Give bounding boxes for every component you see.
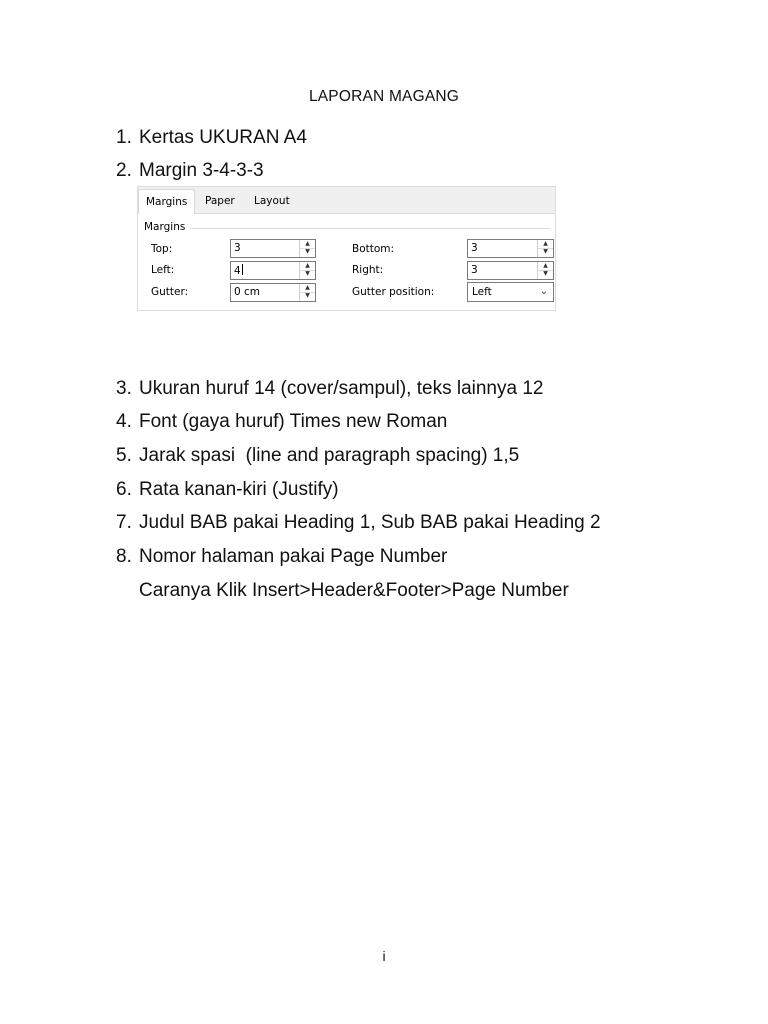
spin-up-icon[interactable]: ▲ [300,262,315,271]
spin-down-icon[interactable]: ▼ [543,270,548,277]
spin-buttons [537,240,553,257]
list-item [116,445,519,467]
spin-buttons [299,240,315,257]
document-title: LAPORAN MAGANG [308,88,460,105]
list-number: 8. [116,546,132,567]
margins-group-label: Margins [144,221,186,233]
gutter-value: 0 cm [234,286,261,298]
spin-up-icon[interactable]: ▲ [538,262,553,271]
list-number: 5. [116,445,132,466]
spin-up-icon[interactable]: ▲ [300,240,315,249]
list-text: Font (gaya huruf) Times new Roman [139,411,448,432]
list-item-subtext: Caranya Klik Insert>Header&Footer>Page Number [139,580,569,601]
spin-buttons [299,262,315,279]
tab-paper[interactable]: Paper [205,195,235,207]
list-number: 6. [116,479,132,500]
list-item [116,411,447,433]
list-number: 3. [116,378,132,399]
right-label: Right: [352,264,384,276]
chevron-down-icon[interactable]: ⌄ [539,286,549,297]
list-text: Nomor halaman pakai Page Number [139,546,448,567]
list-text: Jarak spasi (line and paragraph spacing) 1,5 [139,445,520,466]
spin-up-icon[interactable]: ▲ [538,240,553,249]
list-item [116,378,543,400]
bottom-margin-value: 3 [471,242,478,254]
page-setup-dialog-image [137,186,556,311]
tab-margins[interactable]: Margins [138,189,195,214]
gutter-field[interactable] [230,283,316,302]
right-margin-field[interactable] [467,261,554,280]
left-label: Left: [151,264,175,276]
spin-down-icon[interactable]: ▼ [543,248,548,255]
list-item [116,127,307,149]
spin-buttons [299,284,315,301]
top-margin-value: 3 [234,242,241,254]
list-number: 7. [116,512,132,533]
top-margin-field[interactable] [230,239,316,258]
right-margin-value: 3 [471,264,478,276]
spin-up-icon[interactable]: ▲ [300,284,315,293]
page-number: i [382,948,386,964]
bottom-label: Bottom: [352,243,395,255]
list-text: Judul BAB pakai Heading 1, Sub BAB pakai Heading 2 [139,512,601,533]
list-number: 4. [116,411,132,432]
spin-down-icon[interactable]: ▼ [305,270,310,277]
list-text: Rata kanan-kiri (Justify) [139,479,339,500]
dialog-tab-bar [138,187,556,214]
gutter-label: Gutter: [151,286,189,298]
group-divider [190,228,550,229]
list-item [116,479,339,501]
list-item [116,546,447,568]
list-item [116,160,264,182]
gutter-position-label: Gutter position: [352,286,435,298]
left-margin-value: 4 [234,265,241,277]
list-number: 1. [116,127,132,148]
list-item [116,512,601,534]
list-number: 2. [116,160,132,181]
gutter-position-select[interactable] [467,282,554,302]
gutter-position-value: Left [472,286,492,298]
list-text: Kertas UKURAN A4 [139,127,307,148]
left-margin-field[interactable] [230,261,316,280]
tab-layout[interactable]: Layout [254,195,290,207]
spin-down-icon[interactable]: ▼ [305,248,310,255]
spin-down-icon[interactable]: ▼ [305,292,310,299]
spin-buttons [537,262,553,279]
top-label: Top: [151,243,173,255]
list-text: Margin 3-4-3-3 [139,160,264,181]
text-caret [242,264,243,275]
bottom-margin-field[interactable] [467,239,554,258]
list-text: Ukuran huruf 14 (cover/sampul), teks lainnya 12 [139,378,544,399]
